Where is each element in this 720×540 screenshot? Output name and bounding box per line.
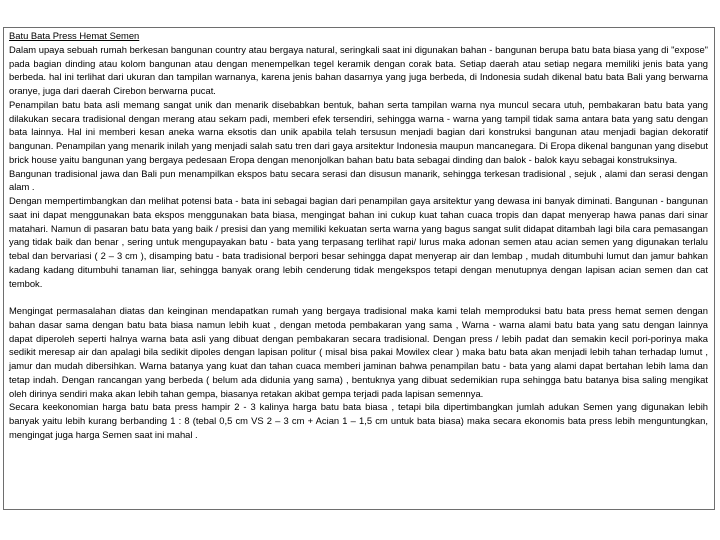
document-frame [3, 27, 715, 510]
paragraph: Dengan mempertimbangkan dan melihat potensi bata - bata ini sebagai bagian dari penampilan gaya arsitektur yang dewasa ini banyak diminati. Bangunan - bangunan saat ini dapat menggunakan bata ekspos menggunakan bata biasa, mengingat bahan ini cukup kuat tahan cuaca tropis dan dapat menyerap hawa panas dari sinar matahari. Namun di pasaran batu bata yang baik / presisi dan yang memiliki kekuatan serta warna yang bagus sangat sulit didapat ditambah lagi bila cara pemasangan yang tidak baik dan benar , sering untuk mengupayakan batu - bata yang terpasang terlihat rapi/ lurus maka adonan semen atau acian semen yang digunakan terlalu tebal dan bervariasi ( 2 – 3 cm ), disamping batu - bata tradisional berpori besar sehingga dapat menyerap air dan lembap , mudah ditumbuhi lumut dan jamur bahkan kadang kadang ditumbuhi tanaman liar, sehingga banyak orang lebih cenderung tidak mengekspos tetapi dengan menutupnya dengan lapisan acian semen dan cat tembok. [9, 195, 708, 289]
paragraph-spacer [9, 290, 708, 304]
paragraph: Dalam upaya sebuah rumah berkesan bangunan country atau bergaya natural, seringkali saat ini digunakan bahan - bangunan berupa batu bata biasa yang di "expose" pada bagian dinding atau kolom bangunan atau dengan menempelkan tegel keramik dengan corak bata. Setiap daerah atau setiap negara memiliki jenis bata yang berbeda. hal ini terlihat dari ukuran dan tampilan warnanya, karena jenis bahan dasarnya yang juga berbeda, di Indonesia sudah dikenal batu bata Bali yang berwarna oranye, juga dari daerah Cirebon berwarna pucat. [9, 43, 708, 96]
paragraph: Secara keekonomian harga batu bata press hampir 2 - 3 kalinya harga batu bata biasa , tetapi bila dipertimbangkan jumlah adukan Semen yang digunakan lebih banyak yaitu lebih kurang berbanding 1 : 8 (tebal 0,5 cm VS 2 – 3 cm + Acian 1 – 1,5 cm untuk bata biasa) maka secara ekonomis bata press lebih menguntungkan, mengingat juga harga Semen saat ini mahal . [9, 401, 708, 440]
paragraph: Bangunan tradisional jawa dan Bali pun menampilkan ekspos batu secara serasi dan disusun manarik, sehingga terkesan tradisional , sejuk , alami dan serasi dengan alam . [9, 167, 708, 193]
document-title: Batu Bata Press Hemat Semen [9, 30, 140, 41]
paragraph: Penampilan batu bata asli memang sangat unik dan menarik disebabkan bentuk, bahan serta tampilan warna nya muncul secara utuh, pembakaran batu bata yang dilakukan secara tradisional dengan merang atau sekam padi, memberi efek tersendiri, sehingga warna - warna yang tampil tidak sama antara bata yang satu dengan bata lainnya. Hal ini memberi kesan aneka warna eksotis dan unik apabila telah tersusun menjadi bagian dari konstruksi bangunan atau menjadi bagian dekoratif bangunan. Penampilan yang menarik inilah yang menjadi salah satu tren dari gaya arsitektur Indonesia maupun mancanegara. Di Eropa dikenal bangunan yang disebut brick house yaitu bangunan yang bergaya pedesaan Eropa dengan menonjolkan bahan batu bata sebagai dinding dan balok - balok kayu sebagai konstruksinya. [9, 98, 708, 165]
paragraph: Mengingat permasalahan diatas dan keinginan mendapatkan rumah yang bergaya tradisional maka kami telah memproduksi batu bata press hemat semen dengan bahan dasar sama dengan batu bata biasa namun lebih kuat , dengan metoda pembakaran yang sama , Warna - warna alami batu bata yang satu dengan lainnya dapat diperoleh seperti halnya warna bata asli yang dibuat dengan pembakaran secara tradisional. Dengan press / lebih padat dan semakin kecil pori-porinya maka sedikit meresap air dan apalagi bila sedikit dipoles dengan lapisan politur ( misal bisa pakai Mowilex clear ) maka batu bata akan menjadi lebih tahan terhadap lumut , jamur dan mudah dibersihkan. Warna batanya yang kuat dan tahan cuaca memberi jaminan bahwa penampilan batu - bata yang alami dapat bertahan lebih lama dan tetap indah. Dengan rancangan yang berbeda ( belum ada didunia yang sama) , bentuknya yang dibuat sedemikian rupa sehingga batu batanya bisa saling mengikat oleh dirinya sendiri maka akan lebih tahan gempa, biasanya retakan akibat gempa terjadi pada lapisan semennya. [9, 305, 708, 399]
